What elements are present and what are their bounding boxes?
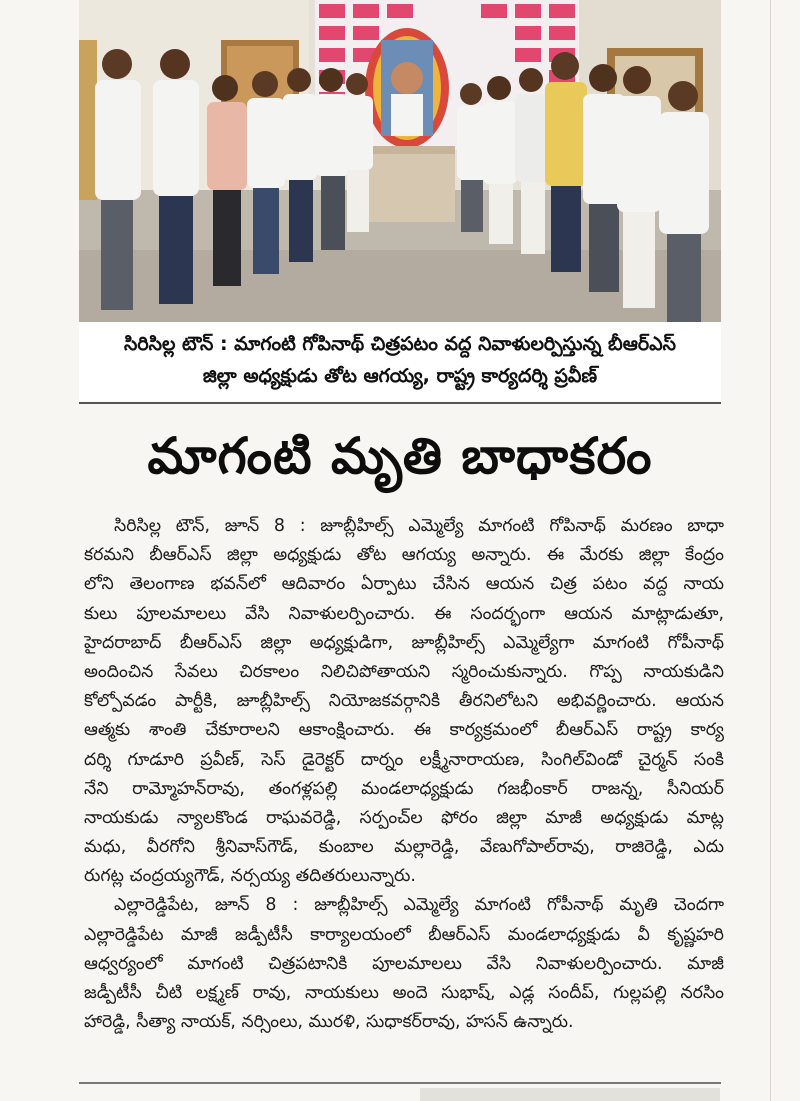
memorial-portrait bbox=[365, 28, 449, 148]
article-line: కరమని బీఆర్ఎస్ జిల్లా అధ్యక్షుడు తోట ఆగయ్య అన్నారు. ఈ మేరకు జిల్లా కేంద్రం bbox=[84, 545, 724, 566]
article-line: లోని తెలంగాణ భవన్‌లో ఆదివారం ఏర్పాటు చేసిన ఆయన చిత్ర పటం వద్ద నాయ bbox=[84, 574, 724, 595]
article-line: రుగట్ల చంద్రయ్యగౌడ్, నర్సయ్య తదితరులున్నారు. bbox=[84, 866, 416, 887]
next-article-strip bbox=[420, 1088, 720, 1101]
group-photo-illustration bbox=[79, 0, 721, 322]
caption-line-1: సిరిసిల్ల టౌన్ : మాగంటి గోపినాథ్ చిత్రపటం వద్ద నివాళులర్పిస్తున్న బీఆర్ఎస్ bbox=[124, 333, 676, 355]
article-line: హైదరాబాద్ బీఆర్ఎస్ జిల్లా అధ్యక్షుడిగా, జూబ్లీహిల్స్ ఎమ్మెల్యేగా మాగంటి గోపీనాథ్ bbox=[84, 632, 724, 653]
article-body bbox=[84, 512, 724, 1037]
article-line: హారెడ్డి, సీత్యా నాయక్, నర్సింలు, మురళి, సుధాకర్‌రావు, హసన్ ఉన్నారు. bbox=[84, 1012, 574, 1033]
photo-caption bbox=[79, 322, 721, 402]
article-line: ఆధ్వర్యంలో మాగంటి చిత్రపటానికి పూలమాలలు వేసి నివాళులర్పించారు. మాజీ bbox=[84, 953, 724, 974]
caption-divider bbox=[79, 402, 721, 404]
article-line: సిరిసిల్ల టౌన్, జూన్ 8 : జూబ్లీహిల్స్ ఎమ్మెల్యే మాగంటి గోపినాథ్ మరణం బాధా bbox=[114, 516, 724, 536]
article-line: దర్శి గూడూరి ప్రవీణ్, సెస్ డైరెక్టర్ దార్నం లక్ష్మీనారాయణ, సింగిల్‌విండో చైర్మన్ సంకి bbox=[84, 749, 724, 770]
news-photo bbox=[79, 0, 721, 322]
headline: మాగంటి మృతి బాధాకరం bbox=[147, 427, 653, 485]
article-paragraph-1 bbox=[84, 512, 724, 891]
article-line: ఎల్లారెడ్డిపేట మాజీ జడ్పీటీసీ కార్యాలయంలో బీఆర్ఎస్ మండలాధ్యక్షుడు వీ కృష్ణహరి bbox=[84, 924, 724, 945]
bottom-divider bbox=[79, 1082, 721, 1084]
article-line: అందించిన సేవలు చిరకాలం నిలిచిపోతాయని స్మరించుకున్నారు. గొప్ప నాయకుడిని bbox=[84, 661, 724, 682]
article-line: నాయకుడు న్యాలకొండ రాఘవరెడ్డి, సర్పంచ్‌ల ఫోరం జిల్లా మాజీ అధ్యక్షుడు మాట్ల bbox=[84, 807, 724, 828]
article-line: కోల్పోవడం పార్టీకి, జూబ్లీహిల్స్ నియోజకవర్గానికి తీరనిలోటని అభివర్ణించారు. ఆయన bbox=[84, 691, 724, 712]
article-line: ఆత్మకు శాంతి చేకూరాలని ఆకాంక్షించారు. ఈ కార్యక్రమంలో బీఆర్ఎస్ రాష్ట్ర కార్య bbox=[84, 720, 724, 741]
article-line: ఎల్లారెడ్డిపేట, జూన్ 8 : జూబ్లీహిల్స్ ఎమ్మెల్యే మాగంటి గోపీనాథ్ మృతి చెందగా bbox=[114, 895, 724, 916]
article-paragraph-2 bbox=[84, 891, 724, 1037]
article-line: మధు, వీరగోని శ్రీనివాస్‌గౌడ్, కుంబాల మల్లారెడ్డి, వేణుగోపాల్‌రావు, రాజిరెడ్డి, ఎదు bbox=[84, 837, 724, 858]
article-line: కులు పూలమాలలు వేసి నివాళులర్పించారు. ఈ సందర్భంగా ఆయన మాట్లాడుతూ, bbox=[84, 603, 724, 624]
caption-line-2: జిల్లా అధ్యక్షుడు తోట ఆగయ్య, రాష్ట్ర కార్యదర్శి ప్రవీణ్ bbox=[202, 365, 598, 387]
article-line: జడ్పీటీసీ చీటి లక్ష్మణ్ రావు, నాయకులు అందె సుభాష్, ఎడ్ల సందీప్, గుల్లపల్లి నరసిం bbox=[84, 983, 724, 1003]
column-edge bbox=[770, 0, 771, 1101]
article-line: నేని రామ్మోహన్‌రావు, తంగళ్లపల్లి మండలాధ్యక్షుడు గజభీంకార్ రాజన్న, సీనియర్ bbox=[84, 778, 724, 799]
